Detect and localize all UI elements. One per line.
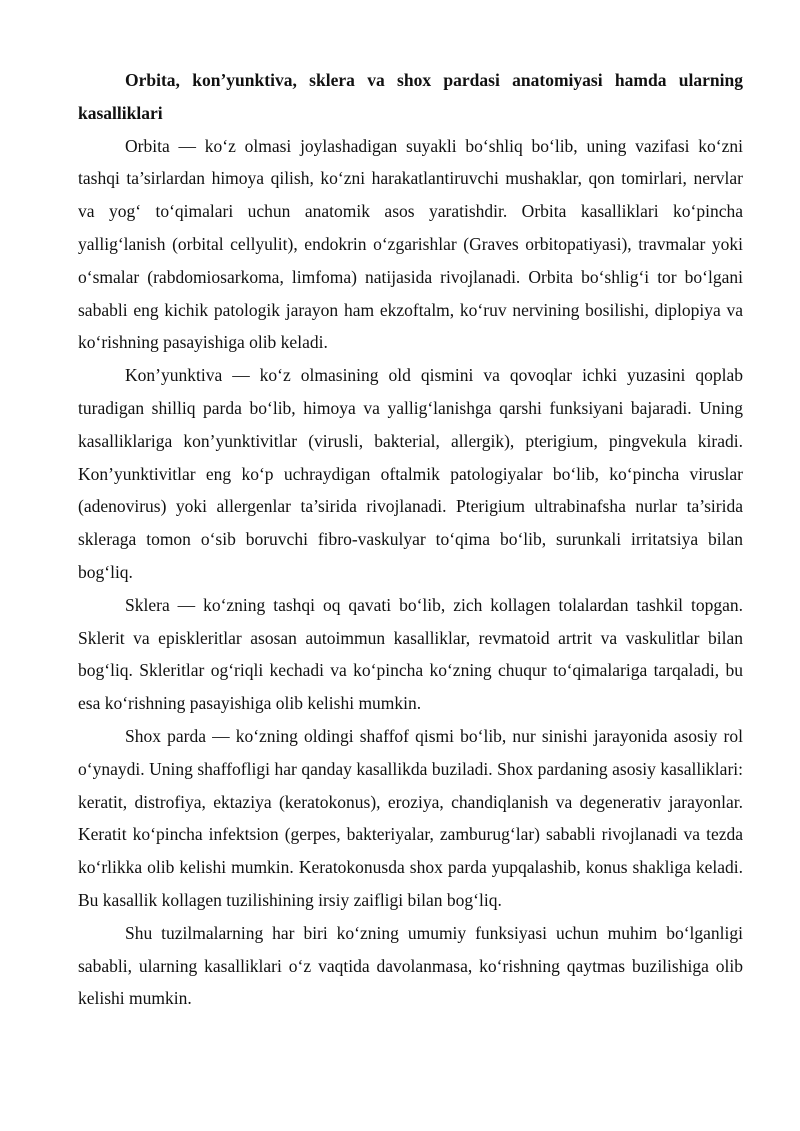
- document-title: Orbita, kon’yunktiva, sklera va shox pardasi anatomiyasi hamda ularning kasalliklari: [78, 70, 743, 123]
- paragraph-sklera: Sklera — ko‘zning tashqi oq qavati bo‘lib, zich kollagen tolalardan tashkil topgan. Sklerit va episkleritlar asosan autoimmun kasalliklar, revmatoid artrit va vaskulitlar bilan bog‘liq. Skleritlar og‘riqli kechadi va ko‘pincha ko‘zning chuqur to‘qimalariga tarqaladi, bu esa ko‘rishning pasayishiga olib kelishi mumkin.: [78, 594, 743, 714]
- paragraph-shox-parda: Shox parda — ko‘zning oldingi shaffof qismi bo‘lib, nur sinishi jarayonida asosiy rol o‘ynaydi. Uning shaffofligi har qanday kasallikda buziladi. Shox pardaning asosiy kasalliklari: keratit, distrofiya, ektaziya (keratokonus), eroziya, chandiqlanish va degenerativ jarayonlar. Keratit ko‘pincha infektsion (gerpes, bakteriyalar, zamburug‘lar) sababli rivojlanadi va tezda ko‘rlikka olib kelishi mumkin. Keratokonusda shox parda yupqalashib, konus shakliga keladi. Bu kasallik kollagen tuzilishining irsiy zaifligi bilan bog‘liq.: [78, 725, 743, 910]
- paragraph-orbita: Orbita — ko‘z olmasi joylashadigan suyakli bo‘shliq bo‘lib, uning vazifasi ko‘zni tashqi ta’sirlardan himoya qilish, ko‘zni harakatlantiruvchi mushaklar, qon tomirlari, nervlar va yog‘ to‘qimalari uchun anatomik asos yaratishdir. Orbita kasalliklari ko‘pincha yallig‘lanish (orbital cellyulit), endokrin o‘zgarishlar (Graves orbitopatiyasi), travmalar yoki o‘smalar (rabdomiosarkoma, limfoma) natijasida rivojlanadi. Orbita bo‘shlig‘i tor bo‘lgani sababli eng kichik patologik jarayon ham ekzoftalm, ko‘ruv nervining bosilishi, diplopiya va ko‘rishning pasayishiga olib keladi.: [78, 135, 743, 353]
- paragraph-konyunktiva: Kon’yunktiva — ko‘z olmasining old qismini va qovoqlar ichki yuzasini qoplab turadigan shilliq parda bo‘lib, himoya va yallig‘lanishga qarshi funksiyani bajaradi. Uning kasalliklariga kon’yunktivitlar (virusli, bakterial, allergik), pterigium, pingvekula kiradi. Kon’yunktivitlar eng ko‘p uchraydigan oftalmik patologiyalar bo‘lib, ko‘pincha viruslar (adenovirus) yoki allergenlar ta’sirida rivojlanadi. Pterigium ultrabinafsha nurlar ta’sirida skleraga tomon o‘sib boruvchi fibro-vaskulyar to‘qima bo‘lib, surunkali irritatsiya bilan bog‘liq.: [78, 365, 743, 582]
- document-page: [78, 64, 743, 1015]
- paragraph-conclusion: Shu tuzilmalarning har biri ko‘zning umumiy funksiyasi uchun muhim bo‘lganligi sababli, ularning kasalliklari o‘z vaqtida davolanmasa, ko‘rishning qaytmas buzilishiga olib kelishi mumkin.: [78, 922, 743, 1009]
